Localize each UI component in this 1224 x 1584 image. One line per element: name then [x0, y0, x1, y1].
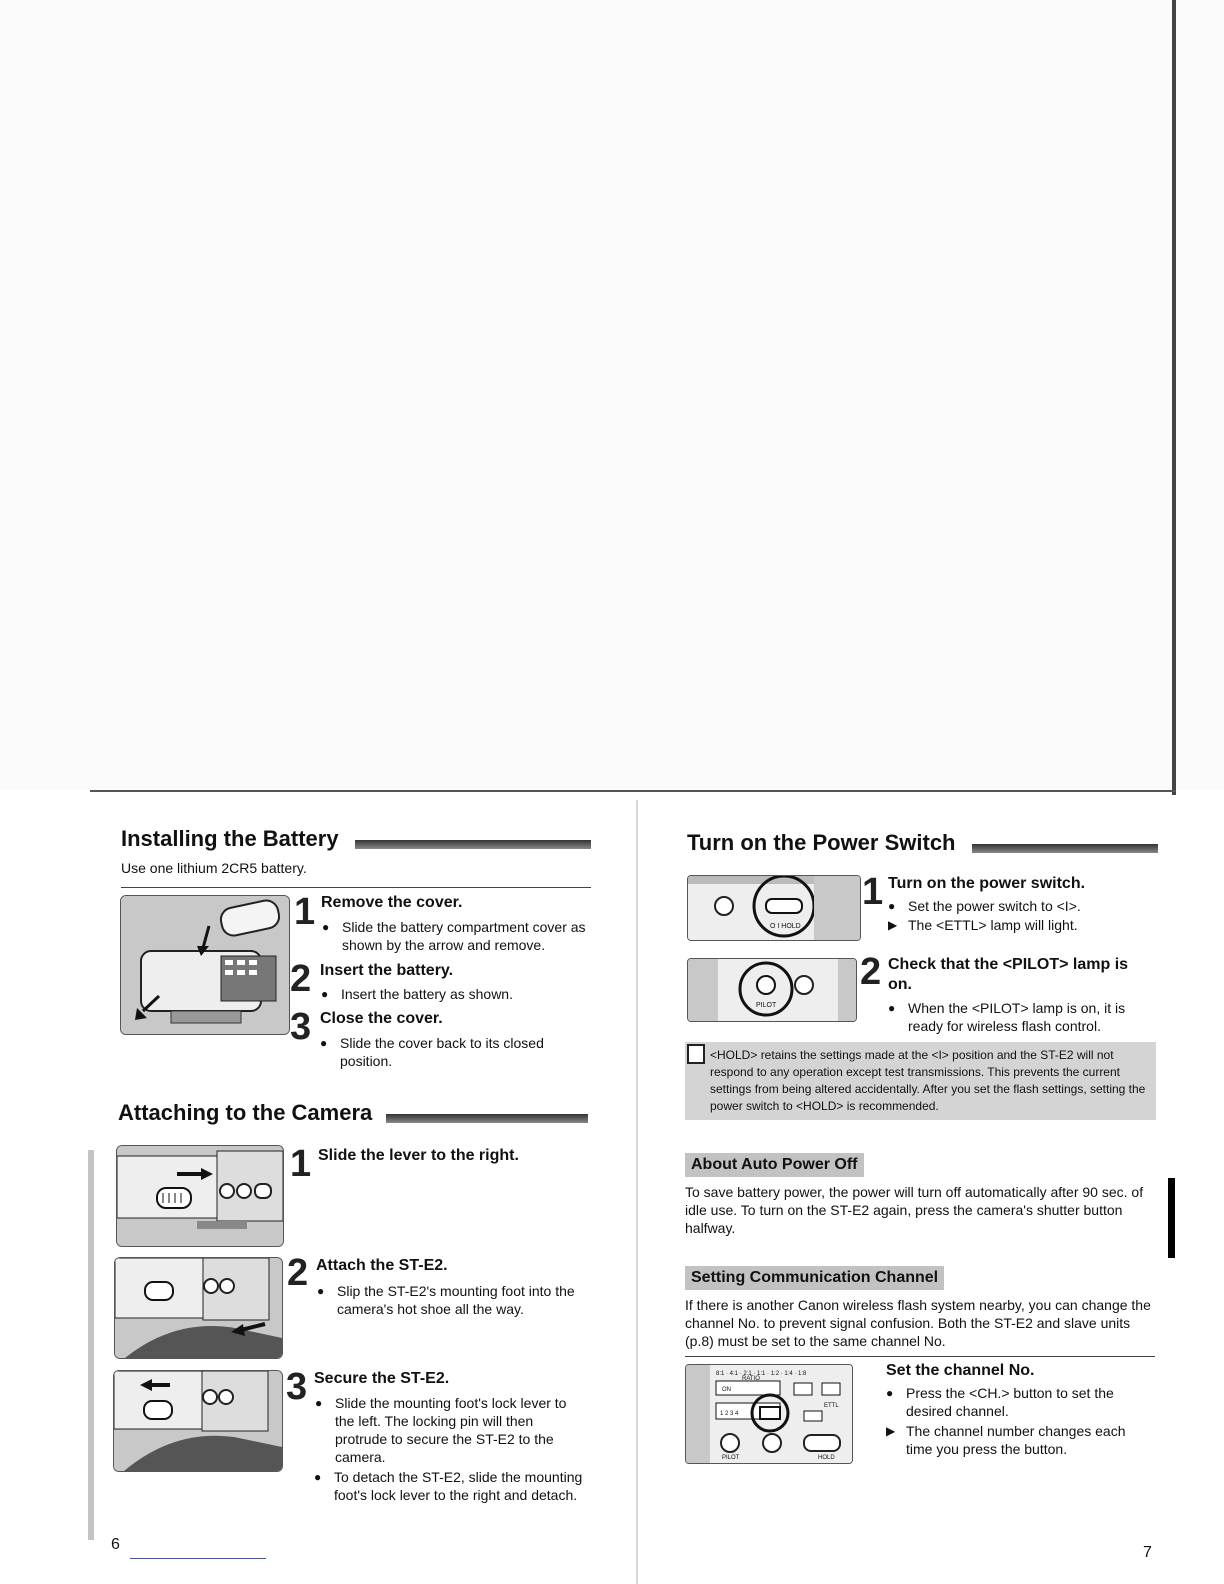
- bullet-dot: ●: [888, 899, 896, 913]
- battery-step-3-title: Close the cover.: [320, 1010, 443, 1027]
- battery-step-2-bullet: [321, 985, 589, 1003]
- channel-drawing: [686, 1365, 852, 1463]
- camera-step-2-illustration: [114, 1257, 283, 1359]
- camera-step-1-number: 1: [290, 1143, 312, 1185]
- bullet-text: Slip the ST-E2's mounting foot into the camera's hot shoe all the way.: [337, 1283, 575, 1317]
- bullet-dot: ●: [321, 987, 329, 1001]
- battery-step-2-title: Insert the battery.: [320, 962, 454, 979]
- camera-step-3-number: 3: [286, 1366, 308, 1408]
- power-section-title: Turn on the Power Switch: [687, 830, 956, 855]
- power-step-2-bullet: [888, 999, 1153, 1035]
- battery-step-1-title: Remove the cover.: [321, 894, 463, 911]
- ettl-label: ETTL: [824, 1403, 839, 1409]
- camera-step-1-illustration: [116, 1145, 284, 1247]
- channel-numbers-label: 1 2 3 4: [720, 1411, 739, 1417]
- footer-rule: [130, 1558, 266, 1559]
- camera-step-3-title: Secure the ST-E2.: [314, 1370, 450, 1387]
- power-switch-drawing: [688, 876, 860, 940]
- hold-note-text: <HOLD> retains the settings made at the <I> position and the ST-E2 will not respond to any operation except test transmissions. This prevents the current settings from being altered accidentally. After you set the flash settings, setting the power switch to <HOLD> is recommended.: [710, 1048, 1146, 1113]
- left-margin-shade: [88, 1150, 94, 1540]
- ratio-label: RATIO: [742, 1376, 760, 1382]
- page-number-left: 6: [111, 1536, 120, 1553]
- bullet-dot: ●: [322, 920, 330, 934]
- camera-step-2-number: 2: [287, 1252, 309, 1294]
- auto-power-off-text: To save battery power, the power will turn off automatically after 90 sec. of idle use. To turn on the ST-E2 again, press the camera's shutter button halfway.: [685, 1184, 1144, 1236]
- lever-drawing: [117, 1146, 283, 1246]
- bullet-text: Slide the battery compartment cover as shown by the arrow and remove.: [342, 919, 586, 953]
- bullet-text: The channel number changes each time you press the button.: [906, 1423, 1126, 1457]
- power-title-bar: [972, 844, 1158, 853]
- bullet-text: When the <PILOT> lamp is on, it is ready for wireless flash control.: [908, 1000, 1126, 1034]
- channel-bullet-2: [886, 1422, 1151, 1458]
- battery-rule: [121, 887, 591, 888]
- book-spine: [636, 800, 638, 1584]
- bullet-dot: ●: [317, 1284, 325, 1298]
- bullet-text: To detach the ST-E2, slide the mounting foot's lock lever to the right and detach.: [334, 1469, 583, 1503]
- bullet-text: Insert the battery as shown.: [341, 986, 513, 1002]
- ratio-scale-label: 8:1 · 4:1 · 2:1 · 1:1 · 1:2 · 1:4 · 1:8: [716, 1371, 807, 1377]
- power-step-1-title: Turn on the power switch.: [888, 875, 1086, 892]
- channel-bullet-1: [886, 1384, 1151, 1420]
- secure-drawing: [114, 1371, 282, 1471]
- channel-heading: Setting Communication Channel: [685, 1266, 944, 1290]
- battery-title-bar: [355, 840, 591, 849]
- power-step-2-number: 2: [860, 951, 882, 993]
- result-triangle: ▶: [888, 918, 898, 932]
- camera-title-bar: [386, 1114, 588, 1123]
- battery-step-1-bullet: [322, 918, 590, 954]
- power-step-1-bullet-1: [888, 897, 1148, 915]
- battery-step-3-number: 3: [290, 1006, 312, 1048]
- result-triangle: ▶: [886, 1424, 896, 1438]
- channel-step-title: Set the channel No.: [886, 1362, 1035, 1379]
- bullet-text: Press the <CH.> button to set the desired channel.: [906, 1385, 1114, 1419]
- power-switch-illustration: [687, 875, 861, 941]
- section-tab-marker: [1168, 1178, 1175, 1258]
- bullet-text: The <ETTL> lamp will light.: [908, 917, 1078, 933]
- page-edge: [1172, 0, 1176, 795]
- battery-drawing: [121, 896, 289, 1034]
- pilot-label-2: PILOT: [722, 1455, 740, 1461]
- power-step-1-number: 1: [862, 871, 884, 913]
- battery-step-3-bullet: [320, 1034, 570, 1070]
- bullet-dot: ●: [314, 1470, 322, 1484]
- battery-illustration: [120, 895, 290, 1035]
- bullet-text: Set the power switch to <I>.: [908, 898, 1081, 914]
- bullet-dot: ●: [886, 1386, 894, 1400]
- bullet-text: Slide the mounting foot's lock lever to the left. The locking pin will then protrude to secure the ST-E2 to the camera.: [335, 1395, 567, 1465]
- auto-power-off-heading: About Auto Power Off: [685, 1153, 864, 1177]
- page-number-right: 7: [1143, 1544, 1152, 1561]
- bullet-dot: ●: [315, 1396, 323, 1410]
- camera-section-title: Attaching to the Camera: [118, 1100, 373, 1125]
- camera-step-2-title: Attach the ST-E2.: [316, 1257, 448, 1274]
- battery-step-1-number: 1: [294, 891, 316, 933]
- camera-step-1-title: Slide the lever to the right.: [318, 1147, 519, 1164]
- switch-position-label: O I HOLD: [770, 923, 801, 930]
- bullet-dot: ●: [888, 1001, 896, 1015]
- battery-section-title: Installing the Battery: [121, 826, 339, 851]
- note-icon: [687, 1044, 705, 1064]
- channel-illustration: [685, 1364, 853, 1464]
- channel-rule: [685, 1356, 1155, 1357]
- battery-step-2-number: 2: [290, 958, 312, 1000]
- spread-top-edge: [90, 790, 1176, 792]
- power-step-2-title: Check that the <PILOT> lamp is on.: [888, 956, 1129, 993]
- pilot-label: PILOT: [756, 1002, 777, 1009]
- attach-drawing: [115, 1258, 282, 1358]
- on-label: ON: [722, 1387, 731, 1393]
- battery-intro: Use one lithium 2CR5 battery.: [121, 860, 307, 876]
- camera-step-3-bullet-1: [315, 1394, 585, 1466]
- channel-text: If there is another Canon wireless flash system nearby, you can change the channel No. to prevent signal confusion. Both the ST-E2 and slave units (p.8) must be set to the same channel No.: [685, 1297, 1151, 1349]
- pilot-lamp-illustration: [687, 958, 857, 1022]
- hold-label: HOLD: [818, 1455, 835, 1461]
- camera-step-2-bullet: [317, 1282, 577, 1318]
- bullet-dot: ●: [320, 1036, 328, 1050]
- power-step-1-bullet-2: [888, 916, 1148, 934]
- bullet-text: Slide the cover back to its closed position.: [340, 1035, 544, 1069]
- blank-upper-area: [0, 0, 1224, 790]
- camera-step-3-illustration: [113, 1370, 283, 1472]
- pilot-lamp-drawing: [688, 959, 856, 1021]
- camera-step-3-bullet-2: [314, 1468, 584, 1504]
